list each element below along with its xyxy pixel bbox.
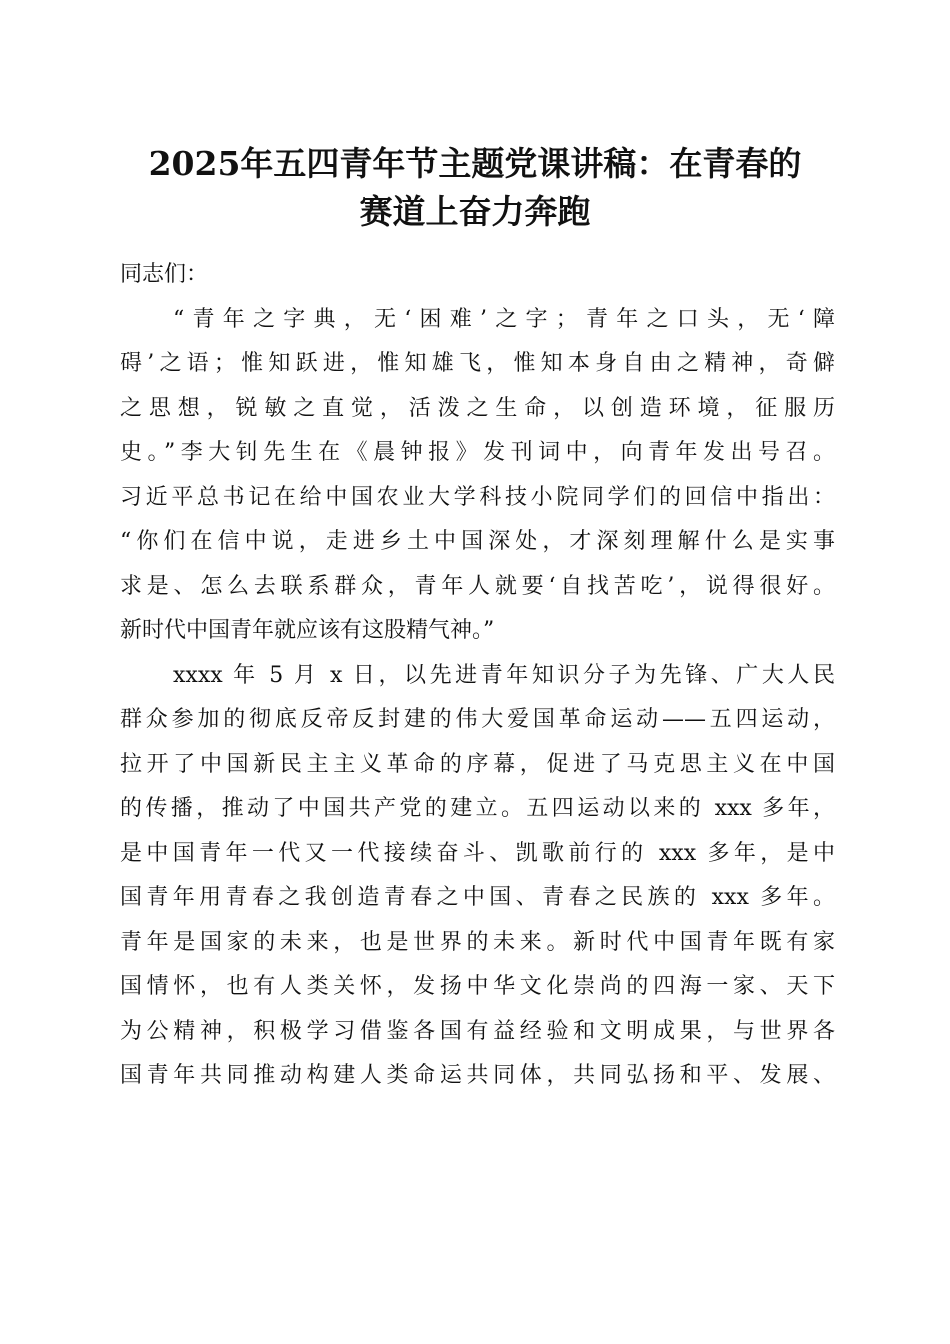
- paragraph-line: 新时代中国青年就应该有这股精气神。”: [120, 618, 495, 643]
- paragraph-line: 拉开了中国新民主主义革命的序幕，促进了马克思主义在中国: [120, 751, 835, 777]
- paragraph-line: 求是、怎么去联系群众，青年人就要‘自找苦吃’，说得很好。: [120, 573, 835, 599]
- paragraph-line: “青年之字典，无‘困难’之字；青年之口头，无‘障: [173, 306, 835, 332]
- paragraph-line: xxxx 年 5 月 x 日，以先进青年知识分子为先锋、广大人民: [173, 662, 835, 688]
- title-line-2: 赛道上奋力奔跑: [359, 192, 591, 231]
- paragraph-line: 国情怀，也有人类关怀，发扬中华文化崇尚的四海一家、天下: [120, 974, 835, 999]
- salutation: 同志们：: [120, 262, 209, 287]
- paragraph-line: 之思想，锐敏之直觉，活泼之生命，以创造环境，征服历: [120, 395, 835, 421]
- document-title: [100, 140, 850, 236]
- paragraph-line: 习近平总书记在给中国农业大学科技小院同学们的回信中指出：: [120, 484, 835, 510]
- paragraph-line: 国青年用青春之我创造青春之中国、青春之民族的 xxx 多年。: [120, 885, 835, 910]
- paragraph-1: [120, 298, 835, 654]
- paragraph-line: 为公精神，积极学习借鉴各国有益经验和文明成果，与世界各: [120, 1018, 835, 1044]
- paragraph-line: 碍’之语；惟知跃进，惟知雄飞，惟知本身自由之精神，奇僻: [120, 351, 835, 376]
- paragraph-2: [120, 654, 835, 1099]
- paragraph-line: “你们在信中说，走进乡土中国深处，才深刻理解什么是实事: [120, 529, 835, 554]
- paragraph-line: 群众参加的彻底反帝反封建的伟大爱国革命运动——五四运动，: [120, 707, 835, 732]
- paragraph-line: 是中国青年一代又一代接续奋斗、凯歌前行的 xxx 多年，是中: [120, 840, 835, 866]
- paragraph-line: 国青年共同推动构建人类命运共同体，共同弘扬和平、发展、: [120, 1063, 835, 1088]
- paragraph-line: 青年是国家的未来，也是世界的未来。新时代中国青年既有家: [120, 929, 835, 955]
- paragraph-line: 的传播，推动了中国共产党的建立。五四运动以来的 xxx 多年，: [120, 796, 835, 821]
- title-line-1: 2025年五四青年节主题党课讲稿：在青春的: [148, 144, 802, 183]
- document-body: [120, 253, 835, 1099]
- paragraph-line: 史。”李大钊先生在《晨钟报》发刊词中，向青年发出号召。: [120, 440, 835, 465]
